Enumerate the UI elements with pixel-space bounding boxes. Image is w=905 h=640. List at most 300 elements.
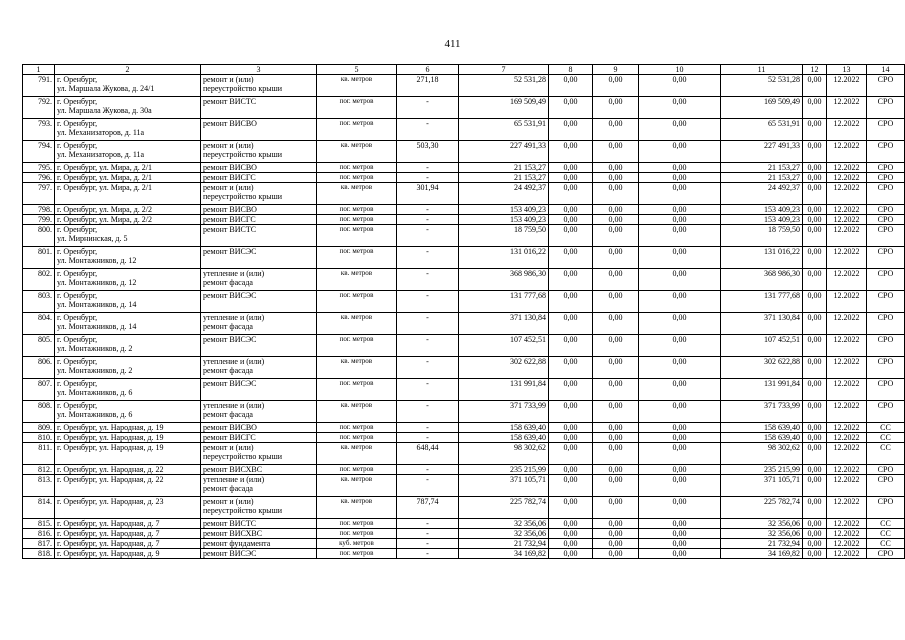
address-line: г. Оренбург, ул. Мира, д. 2/2 [57,205,153,214]
col-8 [549,291,593,313]
col-11-cost [721,529,803,539]
total-cost-line: 368 986,30 [510,269,546,278]
area [397,519,459,529]
row-number [23,519,55,529]
funding-method [867,269,905,291]
completion-date [827,443,867,465]
funding-method [867,247,905,269]
col-11-cost [721,183,803,205]
completion-date-line: 12.2022 [833,357,860,366]
area [397,247,459,269]
work-type-line: ремонт фасада [203,322,253,331]
row-number [23,119,55,141]
area-line: - [426,529,429,538]
col-11-cost-line: 65 531,91 [768,119,800,128]
col-10 [639,529,721,539]
total-cost [459,519,549,529]
completion-date-line: 12.2022 [833,247,860,256]
address-line: ул. Монтажников, д. 2 [57,344,133,353]
unit-line: пог. метров [339,97,374,105]
funding-method-line: СРО [877,75,894,84]
total-cost-line: 21 732,94 [514,539,546,548]
address [55,225,201,247]
column-header: 2 [55,65,201,75]
row-number [23,247,55,269]
unit-line: пог. метров [339,379,374,387]
address [55,335,201,357]
unit [317,97,397,119]
col-8-line: 0,00 [563,379,578,388]
col-10 [639,433,721,443]
completion-date [827,401,867,423]
address [55,247,201,269]
col-8 [549,539,593,549]
col-10-line: 0,00 [672,423,687,432]
col-12 [803,529,827,539]
address-line: г. Оренбург, ул. Мира, д. 2/1 [57,183,153,192]
col-11-cost-line: 107 452,51 [764,335,800,344]
work-type-line: ремонт ВИСЭС [203,291,257,300]
funding-method-line: СРО [877,401,894,410]
unit-line: кв. метров [340,313,373,321]
completion-date-line: 12.2022 [833,443,860,452]
column-number-header-row [23,65,905,75]
col-12 [803,497,827,519]
col-11-cost-line: 368 986,30 [764,269,800,278]
col-11-cost-line: 21 153,27 [768,163,800,172]
row-number [23,433,55,443]
unit [317,313,397,335]
row-number-line: 794. [38,141,52,150]
col-10-line: 0,00 [672,539,687,548]
area [397,163,459,173]
completion-date-line: 12.2022 [833,433,860,442]
total-cost-line: 98 302,62 [514,443,546,452]
col-10-line: 0,00 [672,313,687,322]
total-cost-line: 371 733,99 [510,401,546,410]
funding-method-line: СРО [877,269,894,278]
unit [317,291,397,313]
funding-method-line: СРО [877,497,894,506]
col-9-line: 0,00 [608,119,623,128]
col-11-cost [721,539,803,549]
completion-date [827,539,867,549]
total-cost [459,119,549,141]
area-line: - [426,423,429,432]
row-number-line: 801. [38,247,52,256]
col-8 [549,205,593,215]
col-11-cost [721,475,803,497]
col-8 [549,529,593,539]
address-line: г. Оренбург, ул. Народная, д. 23 [57,497,164,506]
work-type [201,335,317,357]
funding-method [867,141,905,163]
col-11-cost-line: 371 733,99 [764,401,800,410]
address [55,119,201,141]
col-8 [549,465,593,475]
row-number [23,529,55,539]
col-9 [593,97,639,119]
table-row [23,423,905,433]
area [397,183,459,205]
funding-method [867,205,905,215]
total-cost [459,247,549,269]
work-type-line: утепление и (или) [203,313,265,322]
unit-line: кв. метров [340,357,373,365]
table-row [23,357,905,379]
row-number-line: 813. [38,475,52,484]
unit [317,433,397,443]
address [55,465,201,475]
total-cost-line: 153 409,23 [510,205,546,214]
completion-date [827,313,867,335]
unit [317,269,397,291]
col-9 [593,163,639,173]
col-10-line: 0,00 [672,141,687,150]
total-cost-line: 18 759,50 [514,225,546,234]
col-9-line: 0,00 [608,97,623,106]
col-9 [593,357,639,379]
col-9-line: 0,00 [608,519,623,528]
col-10-line: 0,00 [672,183,687,192]
work-type [201,475,317,497]
area-line: - [426,173,429,182]
row-number-line: 806. [38,357,52,366]
col-11-cost-line: 371 130,84 [764,313,800,322]
work-type [201,247,317,269]
col-12 [803,423,827,433]
col-10 [639,519,721,529]
col-11-cost-line: 32 356,06 [768,519,800,528]
area-line: - [426,401,429,410]
area-line: - [426,215,429,224]
table-row [23,433,905,443]
work-type [201,529,317,539]
address [55,519,201,529]
col-8 [549,173,593,183]
completion-date [827,519,867,529]
completion-date [827,215,867,225]
col-10-line: 0,00 [672,433,687,442]
area [397,215,459,225]
col-11-cost-line: 158 639,40 [764,433,800,442]
total-cost [459,401,549,423]
work-type [201,313,317,335]
col-12 [803,539,827,549]
completion-date-line: 12.2022 [833,529,860,538]
table-row [23,225,905,247]
completion-date-line: 12.2022 [833,183,860,192]
total-cost [459,539,549,549]
completion-date [827,205,867,215]
col-8-line: 0,00 [563,475,578,484]
total-cost-line: 131 016,22 [510,247,546,256]
work-type [201,75,317,97]
col-8 [549,475,593,497]
address-line: г. Оренбург, [57,97,98,106]
col-10 [639,335,721,357]
funding-method-line: СС [880,519,891,528]
col-8-line: 0,00 [563,97,578,106]
unit-line: кв. метров [340,497,373,505]
address-line: г. Оренбург, ул. Народная, д. 19 [57,433,164,442]
column-header: 8 [549,65,593,75]
col-9-line: 0,00 [608,173,623,182]
col-8-line: 0,00 [563,423,578,432]
area [397,539,459,549]
area [397,205,459,215]
col-10-line: 0,00 [672,401,687,410]
col-9 [593,335,639,357]
col-11-cost [721,215,803,225]
address-line: г. Оренбург, [57,313,98,322]
col-11-cost [721,497,803,519]
area [397,401,459,423]
funding-method [867,163,905,173]
col-9-line: 0,00 [608,497,623,506]
row-number-line: 808. [38,401,52,410]
col-12-line: 0,00 [807,357,822,366]
col-8 [549,141,593,163]
address-line: г. Оренбург, ул. Народная, д. 19 [57,423,164,432]
col-10-line: 0,00 [672,335,687,344]
row-number [23,141,55,163]
table-row [23,119,905,141]
col-11-cost-line: 227 491,33 [764,141,800,150]
funding-method [867,401,905,423]
work-type [201,539,317,549]
work-type [201,423,317,433]
col-8-line: 0,00 [563,247,578,256]
unit [317,173,397,183]
row-number [23,173,55,183]
row-number [23,423,55,433]
col-8-line: 0,00 [563,357,578,366]
col-12 [803,433,827,443]
col-8-line: 0,00 [563,183,578,192]
col-8-line: 0,00 [563,519,578,528]
completion-date-line: 12.2022 [833,549,860,558]
row-number-line: 807. [38,379,52,388]
total-cost [459,357,549,379]
unit [317,519,397,529]
col-9 [593,497,639,519]
area-line: - [426,539,429,548]
col-8-line: 0,00 [563,269,578,278]
work-type-line: ремонт ВИСЭС [203,379,257,388]
area [397,173,459,183]
col-11-cost-line: 18 759,50 [768,225,800,234]
col-11-cost [721,205,803,215]
unit-line: пог. метров [339,173,374,181]
funding-method [867,433,905,443]
address-line: г. Оренбург, [57,335,98,344]
col-12 [803,401,827,423]
total-cost [459,205,549,215]
unit [317,183,397,205]
completion-date-line: 12.2022 [833,173,860,182]
col-9-line: 0,00 [608,443,623,452]
col-12 [803,313,827,335]
row-number [23,539,55,549]
col-11-cost-line: 24 492,37 [768,183,800,192]
col-11-cost-line: 169 509,49 [764,97,800,106]
completion-date [827,141,867,163]
table-row [23,163,905,173]
completion-date [827,433,867,443]
unit [317,215,397,225]
funding-method-line: СРО [877,163,894,172]
completion-date-line: 12.2022 [833,269,860,278]
unit [317,225,397,247]
col-8 [549,433,593,443]
col-8 [549,269,593,291]
total-cost [459,549,549,559]
col-8 [549,423,593,433]
col-10-line: 0,00 [672,97,687,106]
col-11-cost [721,433,803,443]
col-9 [593,269,639,291]
address-line: ул. Механизаторов, д. 11а [57,128,145,137]
completion-date [827,97,867,119]
col-10 [639,539,721,549]
work-type [201,401,317,423]
area-line: 503,30 [416,141,439,150]
address-line: ул. Монтажников, д. 12 [57,256,137,265]
address-line: г. Оренбург, [57,269,98,278]
completion-date-line: 12.2022 [833,163,860,172]
funding-method-line: СРО [877,379,894,388]
col-10-line: 0,00 [672,519,687,528]
row-number [23,163,55,173]
work-type [201,357,317,379]
col-10-line: 0,00 [672,379,687,388]
address [55,205,201,215]
col-8-line: 0,00 [563,313,578,322]
funding-method-line: СРО [877,313,894,322]
funding-method-line: СС [880,443,891,452]
completion-date-line: 12.2022 [833,215,860,224]
work-type [201,443,317,465]
col-11-cost-line: 32 356,06 [768,529,800,538]
work-type [201,205,317,215]
total-cost-line: 32 356,06 [514,529,546,538]
col-11-cost-line: 153 409,23 [764,205,800,214]
col-12-line: 0,00 [807,539,822,548]
completion-date-line: 12.2022 [833,291,860,300]
col-10 [639,75,721,97]
col-9-line: 0,00 [608,269,623,278]
area-line: - [426,291,429,300]
area [397,119,459,141]
col-8 [549,119,593,141]
address-line: г. Оренбург, ул. Мира, д. 2/1 [57,173,153,182]
row-number-line: 815. [38,519,52,528]
work-type-line: утепление и (или) [203,269,265,278]
unit [317,539,397,549]
col-8 [549,519,593,529]
col-12-line: 0,00 [807,313,822,322]
address-line: г. Оренбург, [57,141,98,150]
row-number-line: 817. [38,539,52,548]
col-10 [639,357,721,379]
col-8 [549,225,593,247]
col-11-cost-line: 21 732,94 [768,539,800,548]
work-type-line: ремонт и (или) [203,443,254,452]
work-type-line: утепление и (или) [203,401,265,410]
col-10-line: 0,00 [672,75,687,84]
area-line: - [426,519,429,528]
area [397,433,459,443]
total-cost-line: 107 452,51 [510,335,546,344]
address-line: г. Оренбург, ул. Народная, д. 7 [57,519,160,528]
table-row [23,497,905,519]
funding-method-line: СРО [877,183,894,192]
address [55,269,201,291]
address-line: г. Оренбург, ул. Народная, д. 19 [57,443,164,452]
completion-date-line: 12.2022 [833,75,860,84]
address-line: г. Оренбург, ул. Народная, д. 7 [57,539,160,548]
funding-method [867,475,905,497]
funding-method [867,215,905,225]
address [55,183,201,205]
row-number-line: 798. [38,205,52,214]
unit-line: пог. метров [339,205,374,213]
total-cost [459,423,549,433]
col-9 [593,529,639,539]
funding-method-line: СРО [877,465,894,474]
col-9-line: 0,00 [608,475,623,484]
area [397,335,459,357]
funding-method-line: СРО [877,205,894,214]
row-number [23,313,55,335]
col-12-line: 0,00 [807,247,822,256]
completion-date [827,335,867,357]
completion-date-line: 12.2022 [833,497,860,506]
funding-method-line: СРО [877,291,894,300]
table-row [23,539,905,549]
work-type [201,163,317,173]
unit [317,205,397,215]
completion-date-line: 12.2022 [833,205,860,214]
unit [317,379,397,401]
col-10-line: 0,00 [672,163,687,172]
col-10 [639,269,721,291]
funding-method [867,497,905,519]
col-9 [593,291,639,313]
col-12-line: 0,00 [807,205,822,214]
col-9 [593,465,639,475]
table-row [23,475,905,497]
work-type [201,549,317,559]
unit-line: пог. метров [339,465,374,473]
completion-date-line: 12.2022 [833,119,860,128]
address-line: г. Оренбург, ул. Народная, д. 22 [57,475,164,484]
col-12 [803,335,827,357]
total-cost-line: 65 531,91 [514,119,546,128]
col-11-cost [721,519,803,529]
col-8-line: 0,00 [563,205,578,214]
col-10-line: 0,00 [672,529,687,538]
funding-method-line: СС [880,539,891,548]
col-11-cost-line: 34 169,82 [768,549,800,558]
funding-method [867,357,905,379]
area-line: 301,94 [416,183,439,192]
column-header: 3 [201,65,317,75]
unit-line: кв. метров [340,401,373,409]
funding-method-line: СС [880,433,891,442]
col-12 [803,225,827,247]
